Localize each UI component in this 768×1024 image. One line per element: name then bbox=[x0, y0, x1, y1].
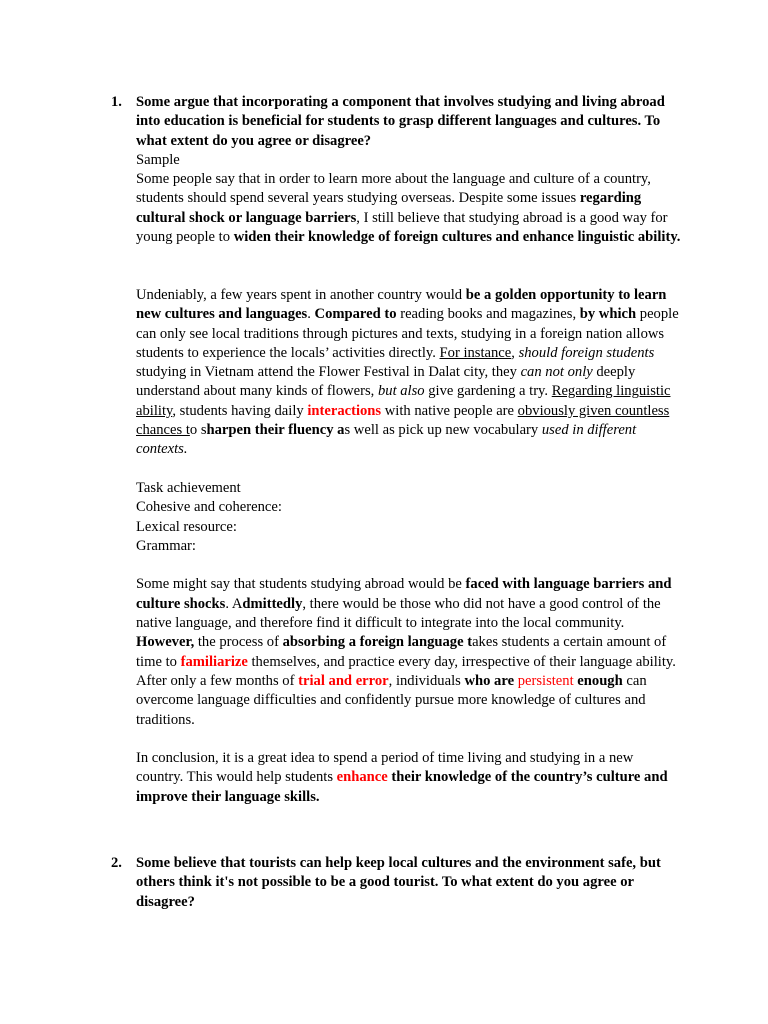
text-run: used in different contexts. bbox=[136, 422, 637, 458]
body-paragraph-1 bbox=[136, 286, 684, 460]
criteria-task-achievement: Task achievement bbox=[136, 479, 241, 496]
text-run: widen their knowledge of foreign cultures and enhance linguistic ability. bbox=[233, 229, 681, 246]
text-run: Undeniably, a few years spent in another country would bbox=[136, 286, 466, 303]
text-run: Some people say that in order to learn more about the language and culture of a country, students should spend several years studying overseas. Despite some issues bbox=[136, 171, 651, 207]
text-run: familiarize bbox=[180, 653, 248, 670]
criteria-cohesion: Cohesive and coherence: bbox=[136, 499, 282, 516]
question-2-prompt: Some believe that tourists can help keep local cultures and the environment safe, but others think it's not possible to be a good tourist. To what extent do you agree or disagree? bbox=[136, 855, 661, 910]
criteria-lexical: Lexical resource: bbox=[136, 518, 237, 535]
text-run: can not only bbox=[520, 364, 593, 381]
text-run: absorbing a foreign language t bbox=[282, 634, 473, 651]
text-run: o s bbox=[189, 422, 207, 439]
text-run: Regarding linguistic ability bbox=[136, 383, 671, 419]
text-run: who are bbox=[464, 672, 515, 689]
text-run: In conclusion, it is a great idea to spend a period of time living and studying in a new country. This would help students bbox=[136, 750, 634, 786]
text-run: give gardening a try. bbox=[424, 383, 552, 400]
text-run: , there would be those who did not have a good control of the native language, and therefore find it difficult to integrate into the local community. bbox=[136, 595, 661, 632]
text-run: be a golden opportunity to learn new cultures and languages bbox=[136, 286, 667, 323]
text-run: , I still believe that studying abroad is a good way for young people to bbox=[136, 209, 668, 246]
text-run: Compared to bbox=[314, 306, 397, 323]
text-run: the process of bbox=[194, 634, 283, 651]
text-run: . A bbox=[225, 595, 243, 612]
sample-label: Sample bbox=[136, 151, 180, 168]
question-2-content bbox=[136, 854, 684, 912]
text-run: enhance bbox=[336, 769, 388, 786]
text-run: faced with language barriers and culture shocks bbox=[136, 576, 672, 612]
text-run: with native people are bbox=[381, 402, 518, 419]
conclusion-paragraph bbox=[136, 749, 684, 807]
list-number: 2. bbox=[111, 855, 122, 871]
text-run: obviously given countless chances t bbox=[136, 402, 670, 439]
criteria-grammar: Grammar: bbox=[136, 537, 196, 554]
text-run: akes students a certain amount of time to bbox=[136, 634, 667, 670]
text-run: regarding cultural shock or language barriers bbox=[136, 190, 642, 226]
text-run: themselves, and practice every day, irrespective of their language ability. After only a few months of bbox=[136, 653, 676, 689]
text-run: enough bbox=[577, 672, 623, 689]
text-run: Some might say that students studying abroad would be bbox=[136, 576, 466, 593]
text-run: deeply understand about many kinds of flowers, bbox=[136, 364, 636, 400]
list-number: 1. bbox=[111, 94, 122, 110]
text-run: , bbox=[511, 344, 519, 361]
text-run: dmittedly bbox=[242, 595, 303, 612]
text-run: trial and error bbox=[298, 672, 389, 689]
text-run: harpen their fluency a bbox=[206, 422, 345, 439]
text-run: s well as pick up new vocabulary bbox=[344, 422, 542, 439]
intro-paragraph bbox=[136, 170, 684, 247]
text-run: their knowledge of the country’s culture and improve their language skills. bbox=[136, 769, 668, 805]
text-run: studying in Vietnam attend the Flower Festival in Dalat city, they bbox=[136, 364, 521, 381]
text-run: , individuals bbox=[388, 672, 465, 689]
text-run: by which bbox=[579, 306, 637, 323]
body-paragraph-2 bbox=[136, 575, 684, 729]
question-1-content bbox=[136, 93, 684, 807]
text-run: . bbox=[307, 306, 315, 323]
text-run: but also bbox=[377, 383, 425, 400]
text-run: can overcome language difficulties and confidently pursue more knowledge of cultures and traditions. bbox=[136, 672, 647, 728]
question-1-prompt: Some argue that incorporating a component that involves studying and living abroad into education is beneficial for students to grasp different languages and cultures. To what extent do you agree or disagree? bbox=[136, 94, 665, 149]
text-run: , students having daily bbox=[172, 402, 308, 419]
text-run: persistent bbox=[517, 672, 574, 689]
text-run: interactions bbox=[307, 402, 382, 419]
text-run: For instance bbox=[439, 344, 512, 361]
text-run: However, bbox=[136, 634, 195, 651]
text-run: people can only see local traditions through pictures and texts, studying in a foreign nation allows students to experience the locals’ activities directly. bbox=[136, 306, 679, 361]
text-run: reading books and magazines, bbox=[396, 306, 580, 323]
text-run: should foreign students bbox=[518, 344, 655, 361]
